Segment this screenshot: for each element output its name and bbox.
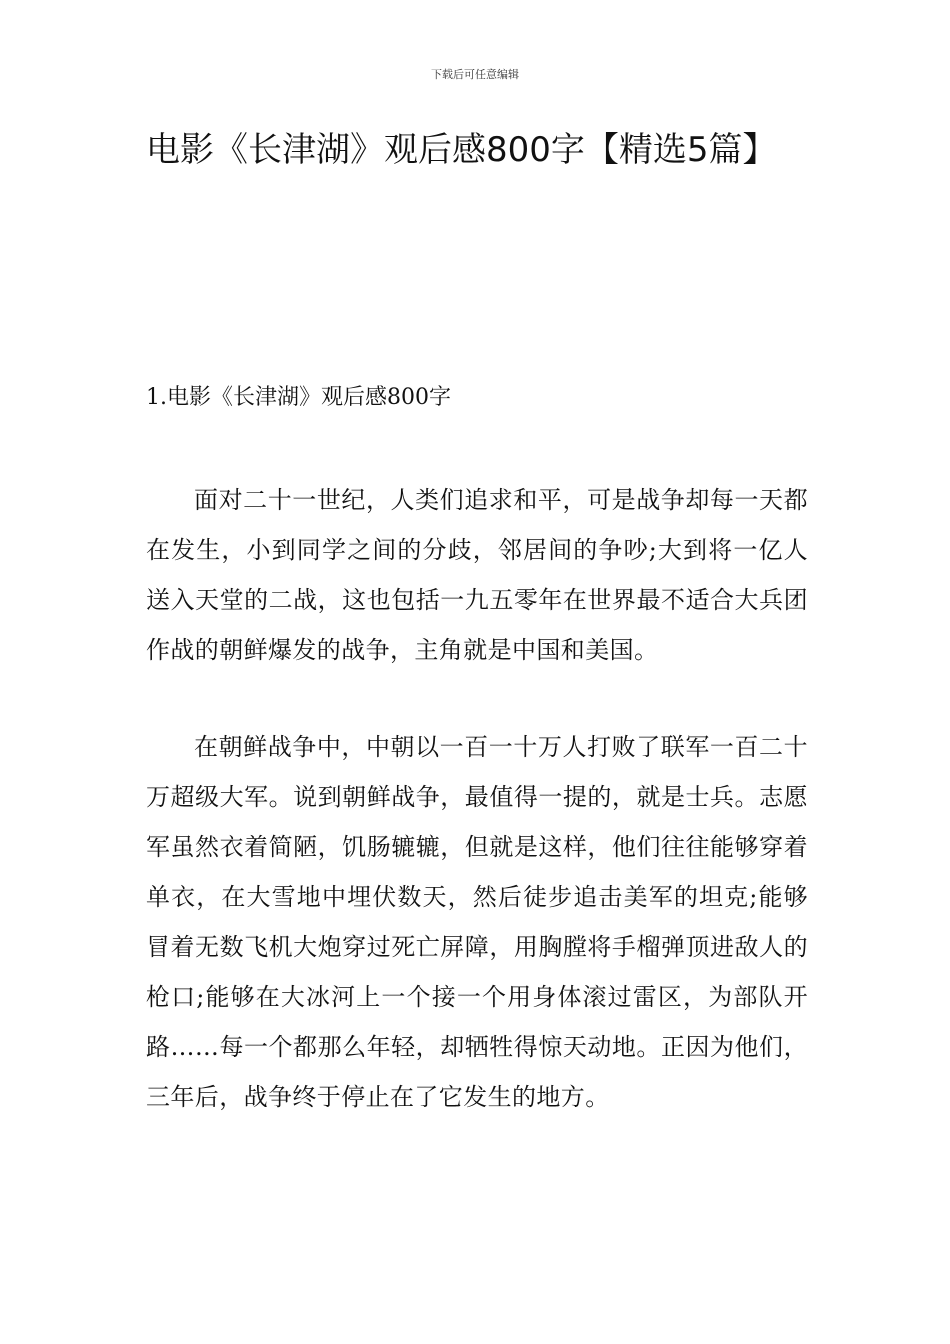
paragraph-2: 在朝鲜战争中，中朝以一百一十万人打败了联军一百二十万超级大军。说到朝鲜战争，最值得一提的，就是士兵。志愿军虽然衣着简陋，饥肠辘辘，但就是这样，他们往往能够穿着单衣，在大雪地中埋伏数天，然后徒步追击美军的坦克;能够冒着无数飞机大炮穿过死亡屏障，用胸膛将手榴弹顶进敌人的枪口;能够在大冰河上一个接一个用身体滚过雷区，为部队开路……每一个都那么年轻，却牺牲得惊天动地。正因为他们，三年后，战争终于停止在了它发生的地方。: [146, 733, 808, 1111]
paragraph-1: 面对二十一世纪，人类们追求和平，可是战争却每一天都在发生，小到同学之间的分歧，邻居间的争吵;大到将一亿人送入天堂的二战，这也包括一九五零年在世界最不适合大兵团作战的朝鲜爆发的战争，主角就是中国和美国。: [146, 486, 808, 664]
section-heading: 1.电影《长津湖》观后感800字: [146, 385, 451, 410]
header-note: 下载后可任意编辑: [431, 68, 519, 81]
document-title: 电影《长津湖》观后感800字【精选5篇】: [146, 130, 777, 170]
